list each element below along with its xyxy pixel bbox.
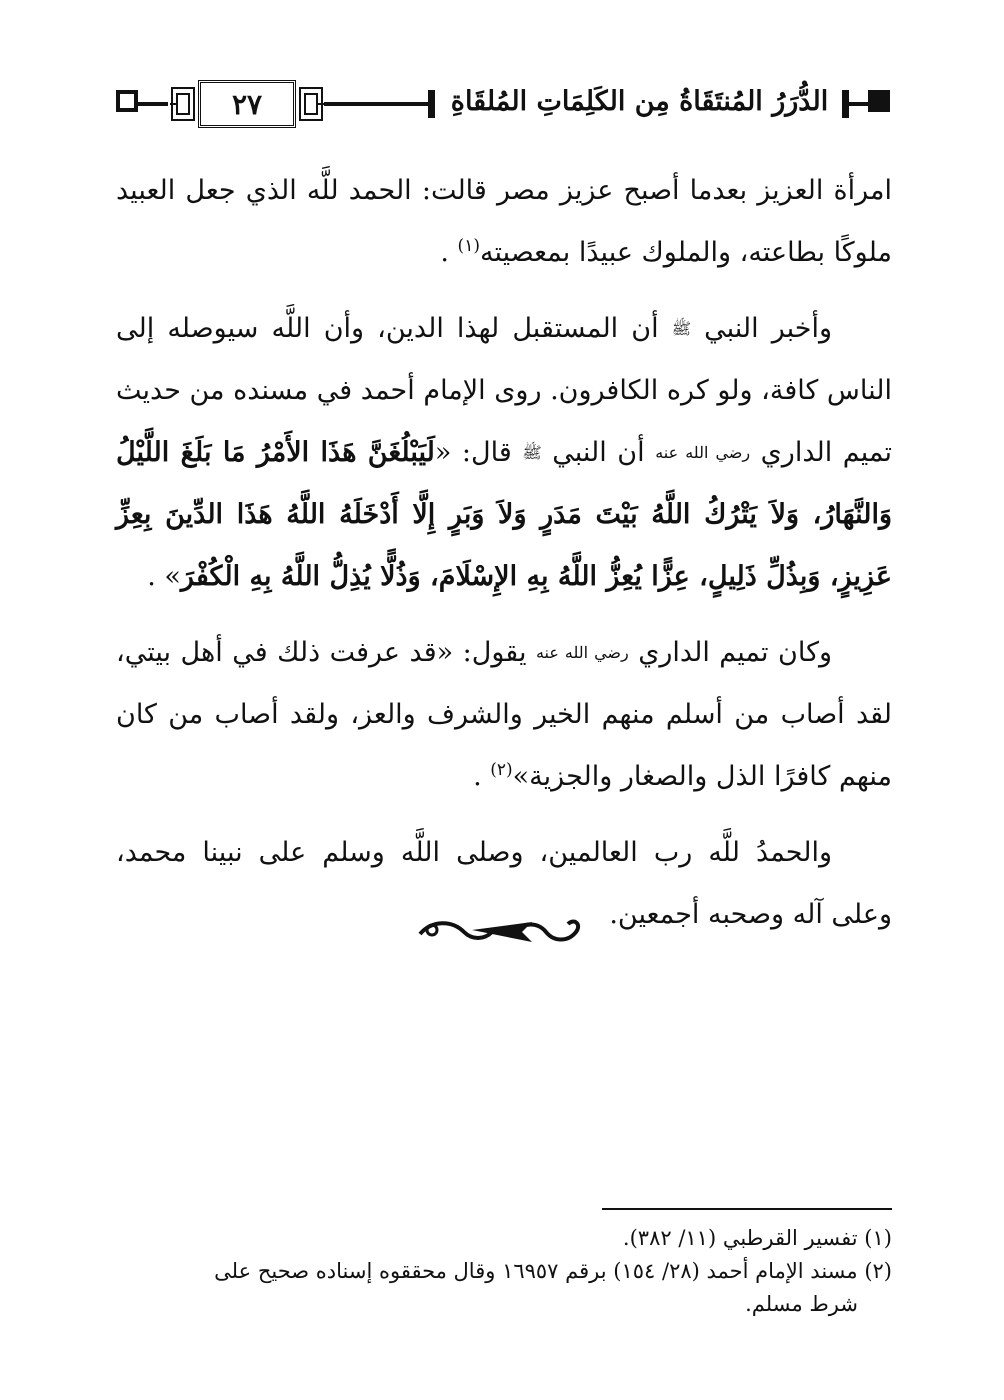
radi-symbol: رضي الله عنه (535, 643, 629, 662)
header-rule-middle (324, 102, 430, 106)
footnote (116, 1255, 892, 1321)
salawat-symbol: ﷺ (522, 443, 542, 462)
text-span: امرأة العزيز بعدما أصبح عزيز مصر قالت: الحمد للَّه الذي جعل العبيد ملوكًا بطاعته، والملوك عبيدًا بمعصيته (116, 175, 892, 268)
page-number: ٢٧ (198, 80, 296, 128)
footnote (116, 1222, 892, 1255)
footnote-ref: (١) (457, 236, 480, 256)
corner-ornament-icon (170, 84, 196, 124)
footnote-text: (٢) مسند الإمام أحمد (٢٨/ ١٥٤) برقم ١٦٩٥٧ وقال محققوه إسناده صحيح على (214, 1259, 892, 1283)
salawat-symbol: ﷺ (671, 319, 692, 338)
text-span: يقول: «قد عرفت ذلك في أهل بيتي، لقد أصاب من أسلم منهم الخير والشرف والعز، ولقد أصاب من كان منهم كافرًا الذل والصغار والجزية» (116, 637, 892, 792)
header-rule-left (138, 102, 168, 106)
text-span: والحمدُ للَّه رب العالمين، وصلى اللَّه وسلم على نبينا محمد، وعلى آله وصحبه أجمعين. (116, 837, 892, 930)
main-text (116, 160, 892, 960)
footnote-separator (602, 1208, 892, 1210)
hadith-quote: لَيَبْلُغَنَّ هَذَا الأَمْرُ مَا بَلَغَ اللَّيْلُ وَالنَّهَارُ، وَلاَ يَتْرُكُ اللَّهُ بَيْتَ مَدَرٍ وَلاَ وَبَرٍ إِلَّا أَدْخَلَهُ اللَّهُ هَذَا الدِّينَ بِعِزِّ عَزِيزٍ، وَبِذُلِّ ذَلِيلٍ، عِزًّا يُعِزُّ اللَّهُ بِهِ الإِسْلَامَ، وَذُلًّا يُذِلُّ اللَّهُ بِهِ الْكُفْرَ (116, 437, 892, 592)
text-span: وأخبر النبي (691, 313, 832, 344)
header-bar (842, 90, 849, 118)
text-span: أن المستقبل لهذا الدين، وأن اللَّه سيوصله إلى الناس كافة، ولو كره الكافرون. روى الإمام أحمد في مسنده من حديث تميم الداري (116, 313, 893, 468)
footnote-text: (١) تفسير القرطبي (١١/ ٣٨٢). (622, 1226, 892, 1250)
paragraph (116, 160, 892, 284)
radi-symbol: رضي الله عنه (655, 443, 751, 462)
text-span: قال: « (434, 437, 523, 468)
footnote-text: شرط مسلم. (745, 1292, 858, 1316)
text-span: وكان تميم الداري (628, 637, 832, 668)
running-title: الدُّرَرُ المُنتَقَاةُ مِن الكَلِمَاتِ المُلقَاةِ (450, 86, 829, 117)
header-square-ornament (116, 90, 138, 112)
corner-ornament-icon (298, 84, 324, 124)
paragraph (116, 298, 892, 608)
text-span: . (473, 761, 491, 792)
page-header (112, 76, 892, 136)
footnotes (116, 1222, 892, 1321)
header-square-ornament (868, 90, 890, 112)
text-span: » . (147, 561, 181, 592)
footnote-ref: (٢) (490, 760, 513, 780)
end-ornament-icon (412, 912, 592, 950)
paragraph (116, 622, 892, 808)
header-bar (428, 90, 435, 118)
text-span: أن النبي (541, 437, 656, 468)
text-span: . (440, 237, 458, 268)
